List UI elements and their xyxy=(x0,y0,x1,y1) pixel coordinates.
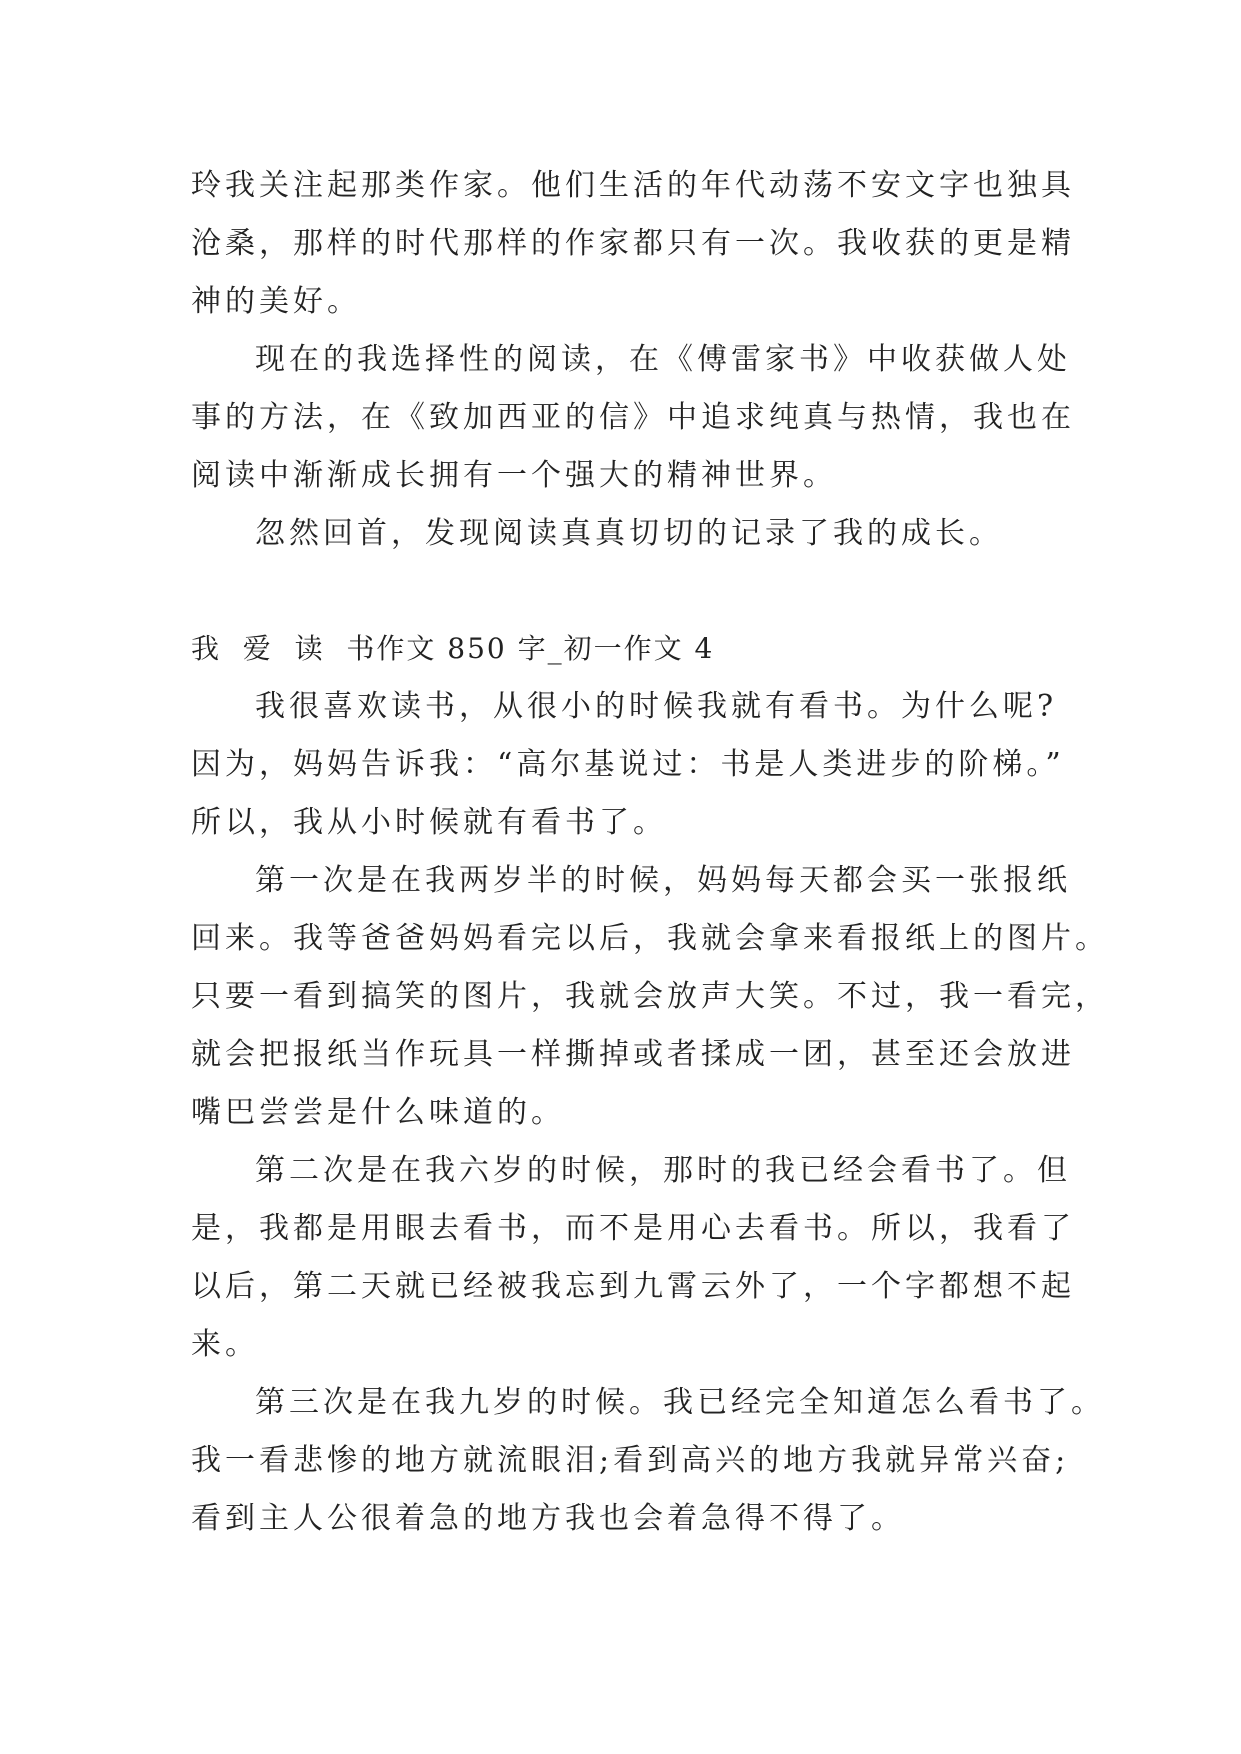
text-line: 看到主人公很着急的地方我也会着急得不得了。 xyxy=(191,1501,905,1536)
text-line: 沧桑，那样的时代那样的作家都只有一次。我收获的更是精 xyxy=(191,226,1075,261)
paragraph-start-line: 第三次是在我九岁的时候。我已经完全知道怎么看书了。 xyxy=(255,1385,1105,1420)
text-line: 我一看悲惨的地方就流眼泪;看到高兴的地方我就异常兴奋; xyxy=(191,1443,1070,1478)
text-line: 以后，第二天就已经被我忘到九霄云外了，一个字都想不起 xyxy=(191,1269,1075,1304)
text-line: 嘴巴尝尝是什么味道的。 xyxy=(191,1095,565,1130)
text-line: 是，我都是用眼去看书，而不是用心去看书。所以，我看了 xyxy=(191,1211,1075,1246)
text-line: 因为，妈妈告诉我：“高尔基说过：书是人类进步的阶梯。” xyxy=(191,747,1065,782)
text-line: 就会把报纸当作玩具一样撕掉或者揉成一团，甚至还会放进 xyxy=(191,1037,1075,1072)
paragraph-start-line: 忽然回首，发现阅读真真切切的记录了我的成长。 xyxy=(255,516,1003,551)
paragraph-start-line: 现在的我选择性的阅读，在《傅雷家书》中收获做人处 xyxy=(255,342,1071,377)
section-heading: 我 爱 读 书作文 850 字_初一作文 4 xyxy=(191,632,715,665)
text-line: 事的方法，在《致加西亚的信》中追求纯真与热情，我也在 xyxy=(191,400,1075,435)
text-line: 所以，我从小时候就有看书了。 xyxy=(191,805,667,840)
paragraph-start-line: 第一次是在我两岁半的时候，妈妈每天都会买一张报纸 xyxy=(255,863,1071,898)
text-line: 神的美好。 xyxy=(191,284,361,319)
text-line: 玲我关注起那类作家。他们生活的年代动荡不安文字也独具 xyxy=(191,168,1075,203)
text-line: 只要一看到搞笑的图片，我就会放声大笑。不过，我一看完， xyxy=(191,979,1109,1014)
paragraph-start-line: 我很喜欢读书，从很小的时候我就有看书。为什么呢? xyxy=(255,689,1058,724)
text-line: 回来。我等爸爸妈妈看完以后，我就会拿来看报纸上的图片。 xyxy=(191,921,1109,956)
paragraph-start-line: 第二次是在我六岁的时候，那时的我已经会看书了。但 xyxy=(255,1153,1071,1188)
text-line: 阅读中渐渐成长拥有一个强大的精神世界。 xyxy=(191,458,837,493)
text-line: 来。 xyxy=(191,1327,259,1362)
